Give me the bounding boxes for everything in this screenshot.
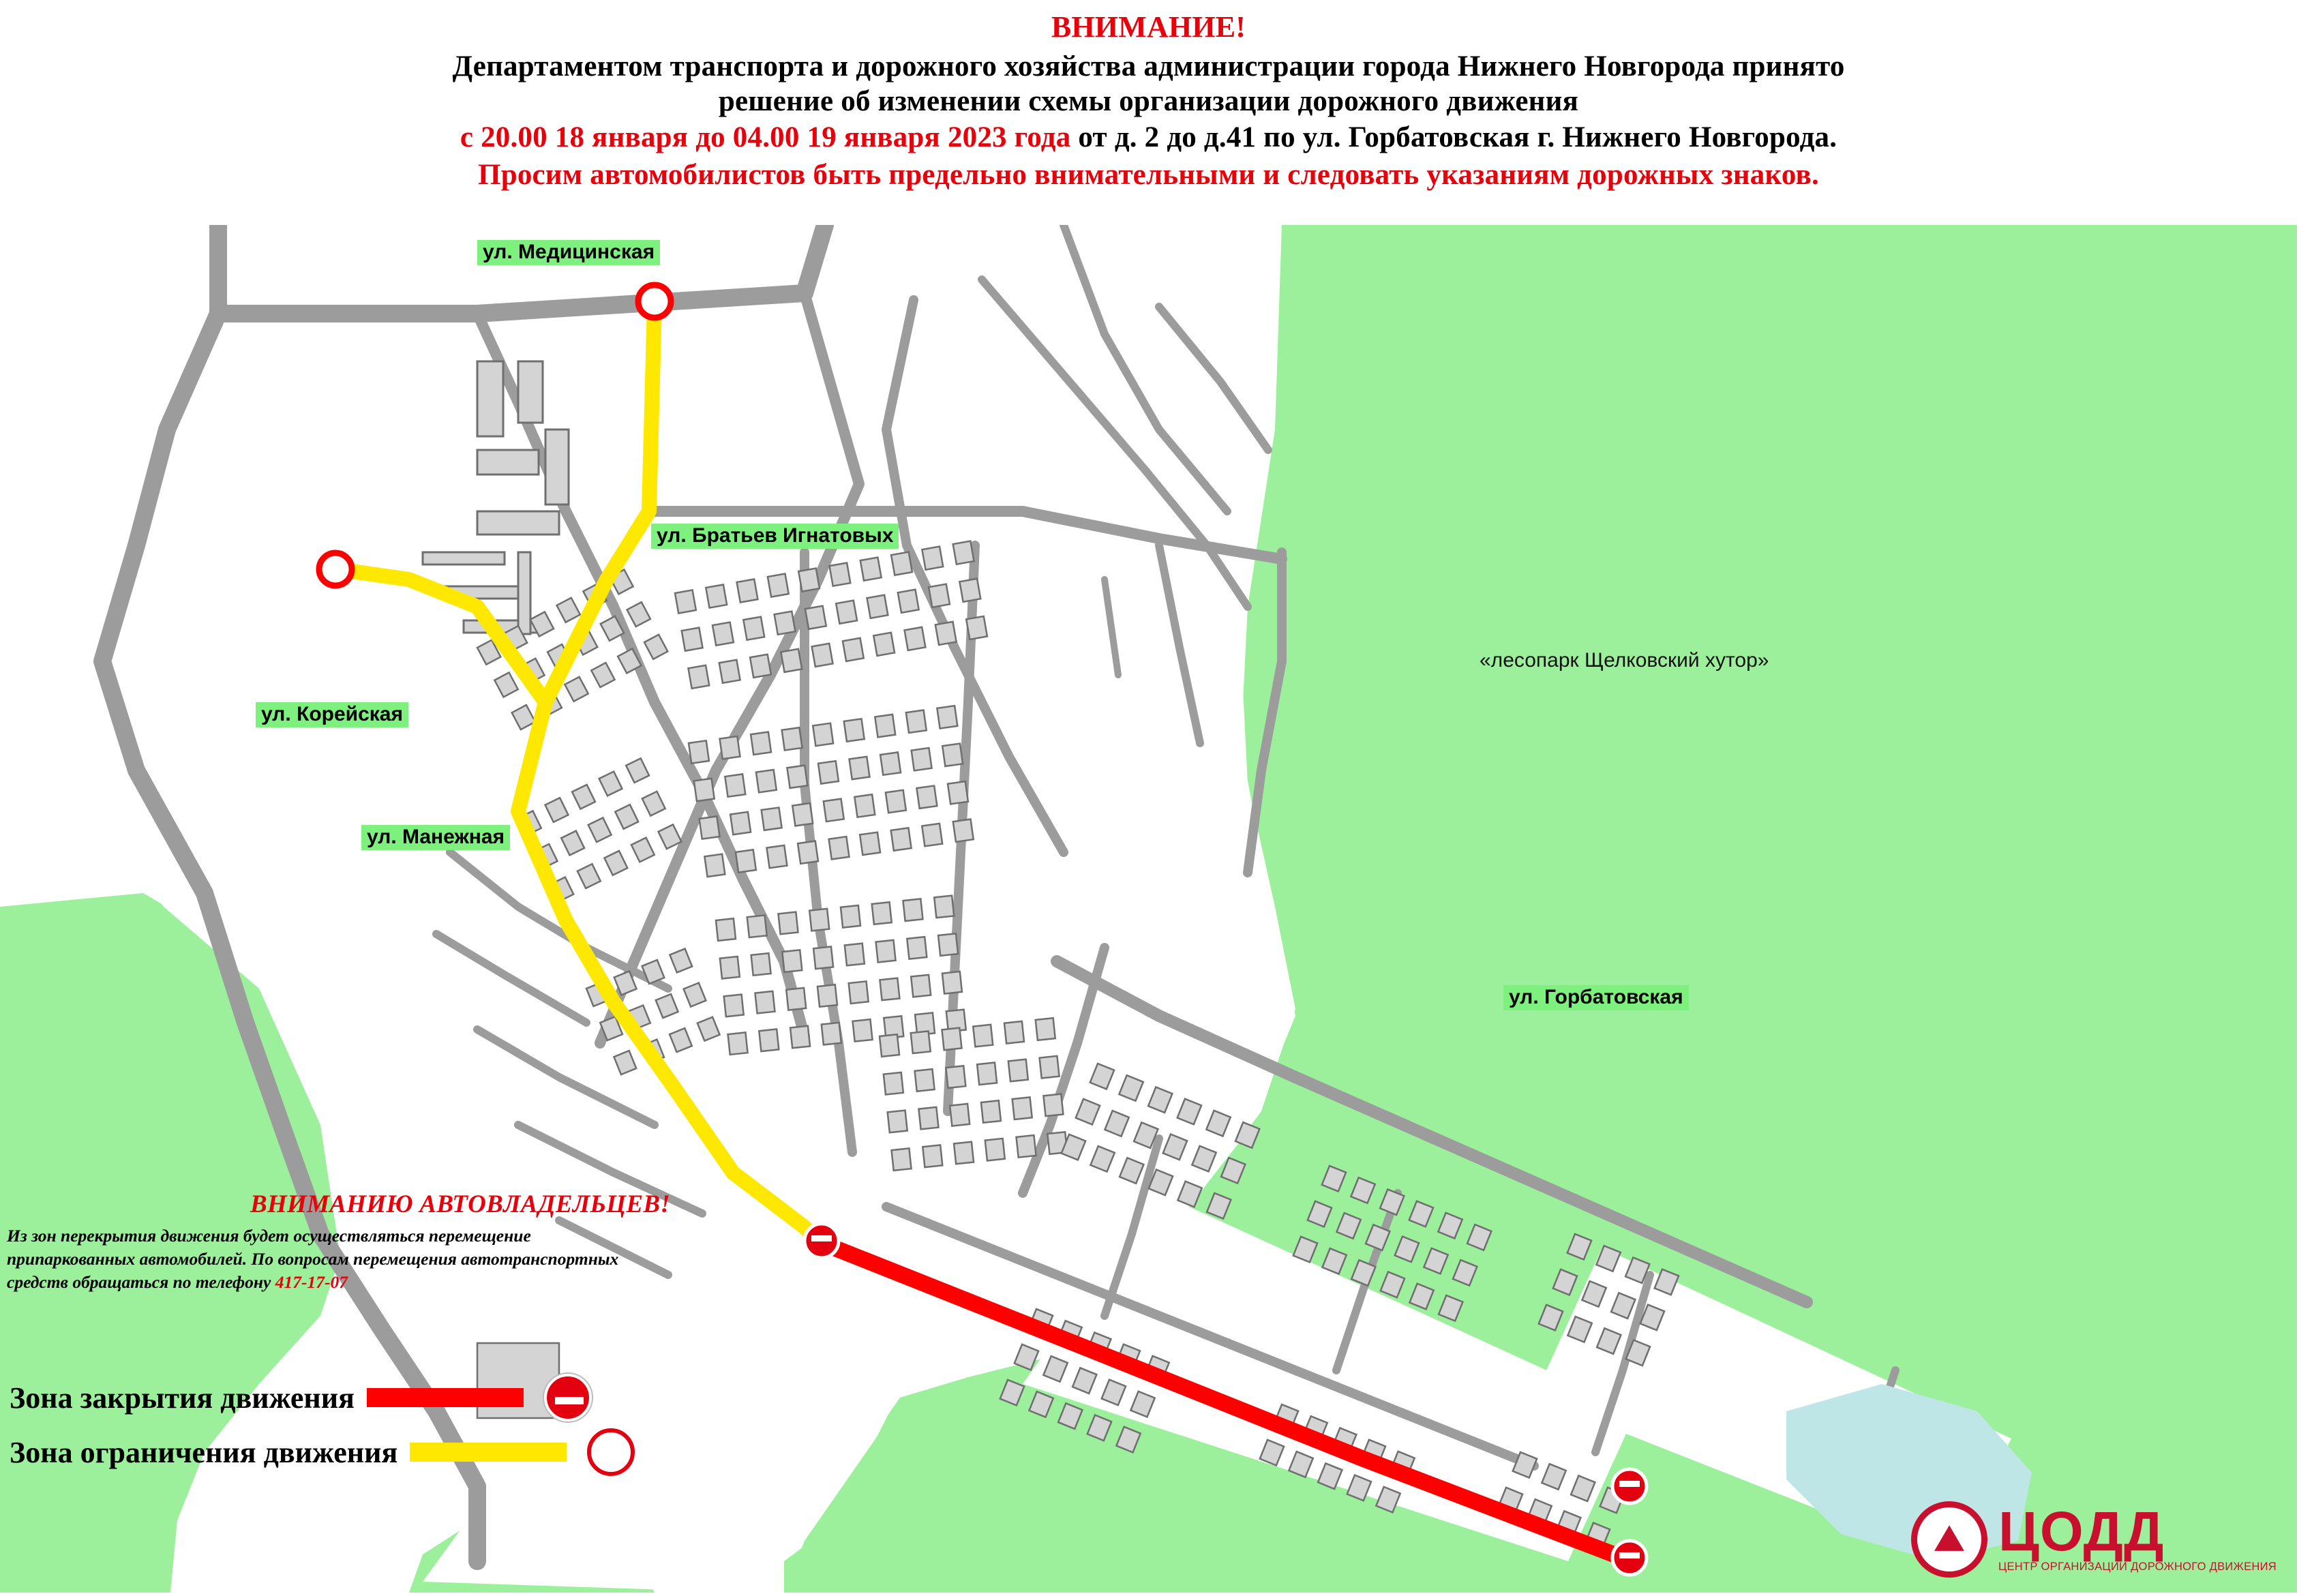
codd-logo-subtitle: ЦЕНТР ОРГАНИЗАЦИИ ДОРОЖНОГО ДВИЖЕНИЯ bbox=[1998, 1560, 2277, 1573]
notice-line-3 bbox=[0, 120, 2297, 155]
car-owners-warning-line-3: средств обращаться по телефону bbox=[7, 1271, 275, 1292]
car-owners-warning-body bbox=[7, 1224, 914, 1294]
codd-logo-text bbox=[1998, 1501, 2277, 1574]
legend-swatch-closed bbox=[367, 1388, 524, 1407]
car-owners-warning bbox=[7, 1190, 914, 1294]
street-label-manezhnaya: ул. Манежная bbox=[361, 825, 510, 850]
notice-attention: ВНИМАНИЕ! bbox=[1051, 10, 1246, 44]
legend-label-restricted: Зона ограничения движения bbox=[10, 1435, 398, 1469]
street-label-bratev-ignatovyh: ул. Братьев Игнатовых bbox=[651, 524, 899, 549]
notice-section: от д. 2 до д.41 по ул. Горбатовская г. Нижнего Новгорода. bbox=[1070, 121, 1837, 154]
legend-label-closed: Зона закрытия движения bbox=[10, 1381, 355, 1415]
tow-phone-number: 417-17-07 bbox=[275, 1271, 348, 1292]
car-owners-warning-line-2: припаркованных автомобилей. По вопросам перемещения автотранспортных bbox=[7, 1248, 619, 1269]
white-circle-sign-icon bbox=[587, 1428, 635, 1476]
legend-row-restricted bbox=[10, 1425, 896, 1479]
codd-emblem-glyph: ⛰ bbox=[1934, 1520, 1964, 1559]
car-owners-warning-line-1: Из зон перекрытия движения будет осуществляться перемещение bbox=[7, 1226, 531, 1246]
map-legend bbox=[10, 1370, 896, 1479]
legend-row-closed bbox=[10, 1370, 896, 1425]
park-label-shchelkovsky-khutor: «лесопарк Щелковский хутор» bbox=[1480, 649, 1769, 672]
street-label-koreyskaya: ул. Корейская bbox=[256, 702, 408, 727]
codd-logo-name: ЦОДД bbox=[1998, 1501, 2165, 1563]
street-label-medicinskaya: ул. Медицинская bbox=[477, 240, 660, 265]
notice-header bbox=[0, 0, 2297, 192]
notice-line-4: Просим автомобилистов быть предельно внимательными и следовать указаниям дорожных знаков. bbox=[478, 159, 1819, 192]
notice-line-2: решение об изменении схемы организации дорожного движения bbox=[718, 85, 1579, 117]
legend-swatch-restricted bbox=[410, 1443, 567, 1462]
notice-period: с 20.00 18 января до 04.00 19 января 2023 года bbox=[460, 121, 1071, 154]
car-owners-warning-title: ВНИМАНИЮ АВТОВЛАДЕЛЬЦЕВ! bbox=[250, 1190, 671, 1218]
codd-logo bbox=[1911, 1501, 2277, 1578]
no-entry-sign-icon bbox=[544, 1374, 592, 1421]
street-label-gorbatovskaya: ул. Горбатовская bbox=[1503, 985, 1689, 1010]
notice-line-1: Департаментом транспорта и дорожного хозяйства администрации города Нижнего Новгорода принято bbox=[452, 50, 1845, 82]
codd-emblem-icon bbox=[1911, 1501, 1987, 1578]
